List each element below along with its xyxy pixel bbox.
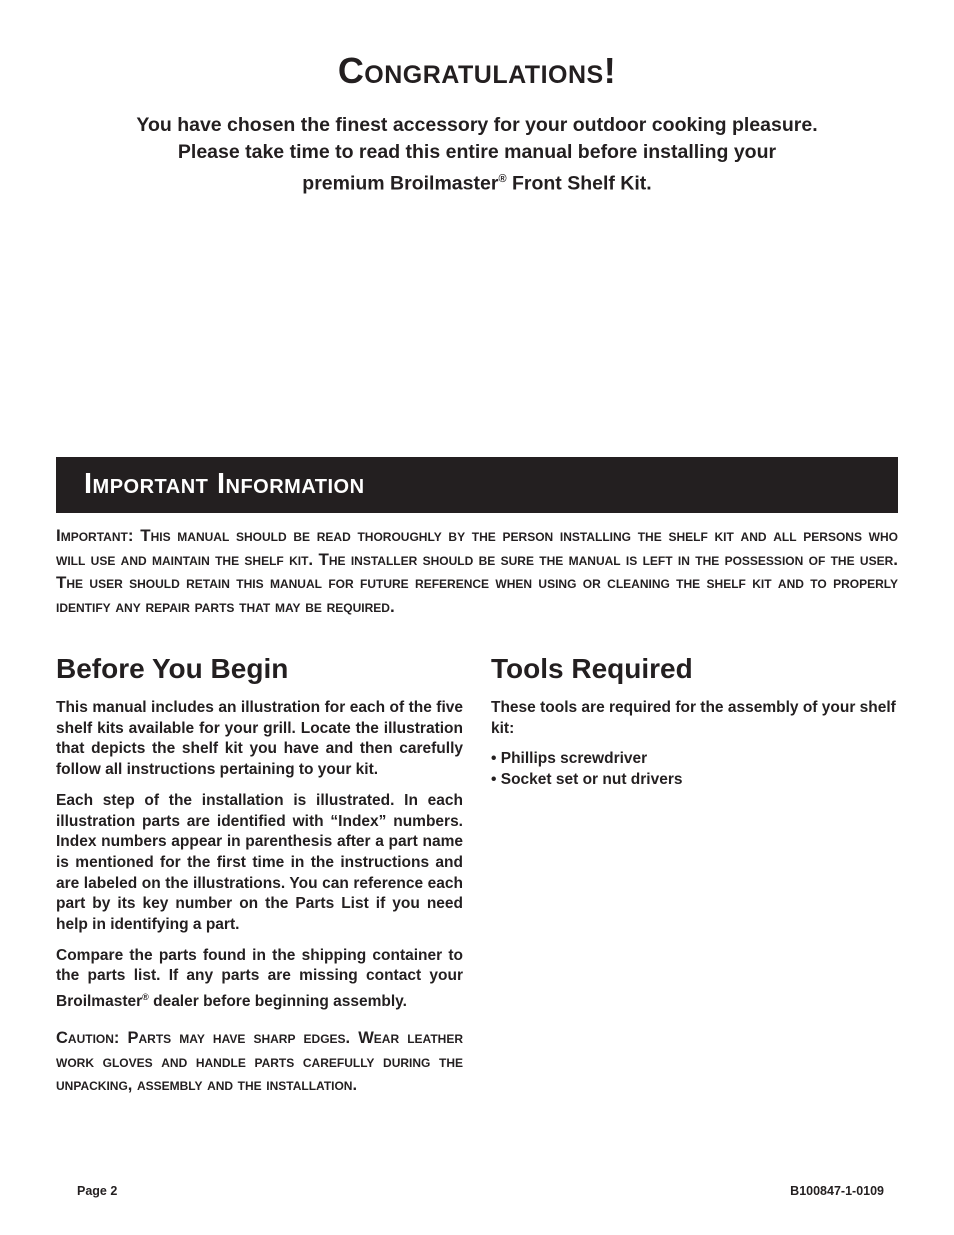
tools-list [491,749,898,790]
intro-line [60,166,894,198]
intro-line3-end: Front Shelf Kit. [506,172,652,195]
paragraph: This manual includes an illustration for each of the five shelf kits available for your grill. Locate the illustration that depicts the shelf kit you have and then carefully follow all instructions pertaining to your kit. [56,699,463,779]
list-item: • Socket set or nut drivers [491,771,683,789]
intro-line: Please take time to read this entire manual before installing your [177,141,777,163]
paragraph-start: Compare the parts found in the shipping container to the parts list. If any parts are missing contact your Broilmaster [56,946,463,1011]
list-item: • Phillips screwdriver [491,750,648,768]
paragraph: These tools are required for the assembly of your shelf kit: [491,699,896,737]
section-heading: Before You Begin [56,653,289,684]
page-number: Page 2 [77,1184,118,1198]
intro-text [60,112,894,198]
intro-line3-start: premium Broilmaster [302,172,499,195]
document-code: B100847-1-0109 [790,1184,884,1198]
banner-title: Important Information [84,468,365,500]
paragraph: Each step of the installation is illustrated. In each illustration parts are identified with “Index” numbers. Index numbers appear in parenthesis after a part name is mentioned for the first time in the instructions and are labeled on the illustrations. You can reference each part by its key number on the Parts List if you need help in identifying a part. [56,791,463,934]
important-information-banner [56,457,898,513]
caution-note: Caution: Parts may have sharp edges. Wear leather work gloves and handle parts carefully during the unpacking, assembly and the installation. [56,1029,463,1094]
intro-line: You have chosen the finest accessory for your outdoor cooking pleasure. [136,114,818,136]
page-title: Congratulations! [337,50,617,91]
important-notice: Important: This manual should be read thoroughly by the person installing the shelf kit and all persons who will use and maintain the shelf kit. The installer should be sure the manual is left in the possession of the user. The user should retain this manual for future reference when using or cleaning the shelf kit and to properly identify any repair parts that may be required. [56,526,898,616]
paragraph-end: dealer before beginning assembly. [148,993,407,1011]
section-heading: Tools Required [491,653,693,684]
registered-mark: ® [142,992,149,1003]
tools-required-section [491,650,898,791]
paragraph [56,946,463,1013]
registered-mark: ® [498,173,507,185]
before-you-begin-section [56,650,463,1098]
